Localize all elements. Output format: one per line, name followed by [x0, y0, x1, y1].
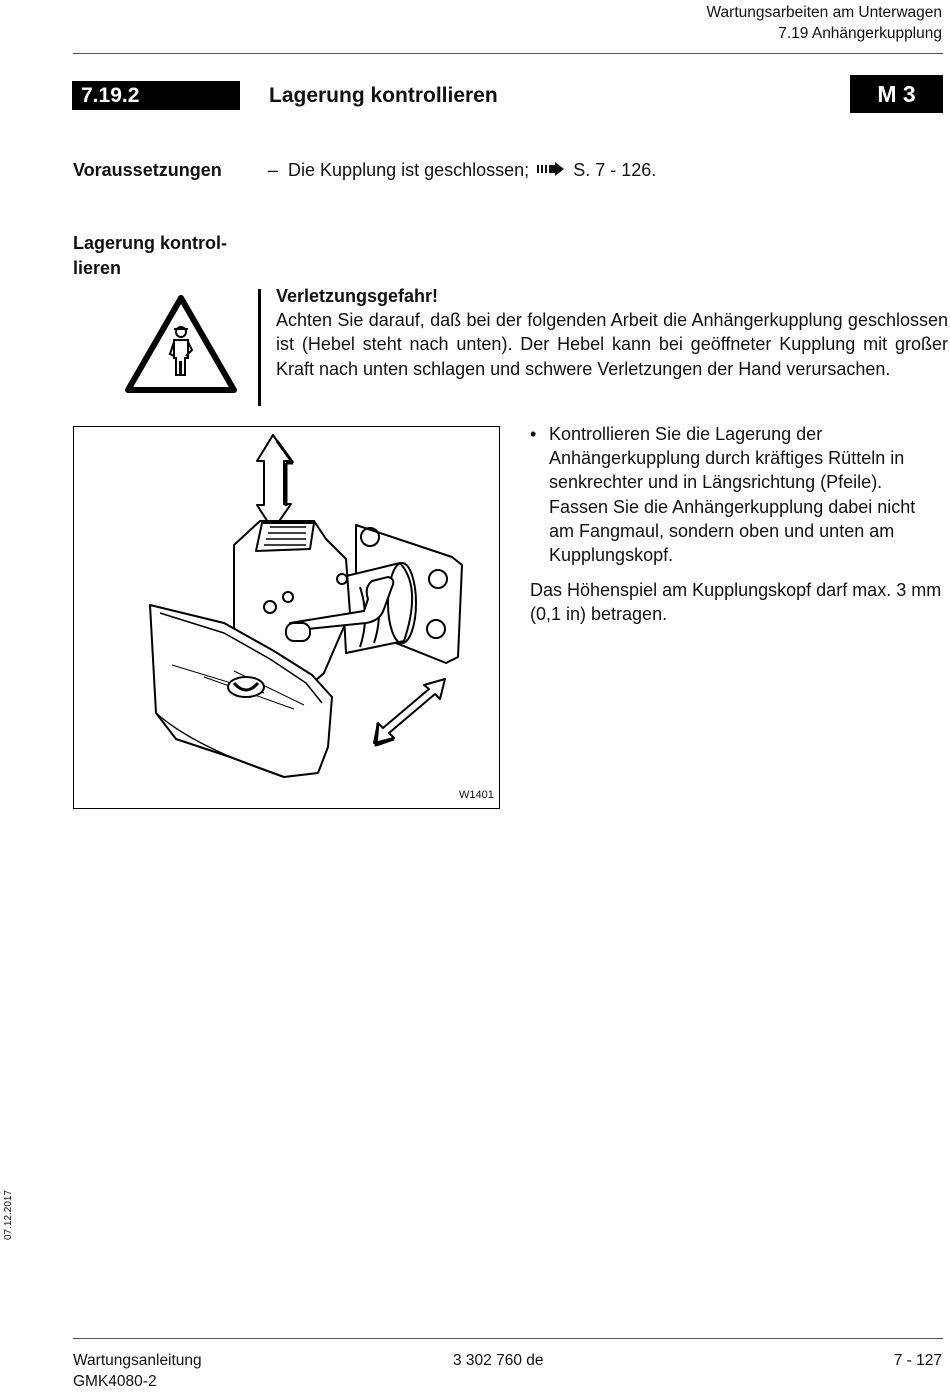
header-chapter: Wartungsarbeiten am Unterwagen	[706, 4, 942, 21]
warning-title: Verletzungsgefahr!	[276, 286, 439, 306]
footer-doc-number: 3 302 760 de	[453, 1352, 544, 1369]
trailer-coupling-illustration-icon	[74, 427, 499, 808]
figure-frame	[73, 426, 500, 809]
reference-arrow-icon	[537, 162, 567, 176]
check-label: Lagerung kontrol- lieren	[73, 233, 227, 278]
footer-manual: Wartungsanleitung GMK4080-2	[73, 1352, 202, 1390]
play-limit-note: Das Höhenspiel am Kupplungskopf darf max. 3 mm (0,1 in) betragen.	[530, 580, 942, 625]
footer-divider	[73, 1338, 943, 1339]
maintenance-badge: M 3	[850, 75, 943, 113]
side-date: 07.12.2017	[3, 1189, 14, 1240]
prerequisites-label: Voraussetzungen	[73, 160, 222, 180]
warning-text: Achten Sie darauf, daß bei der folgenden Arbeit die Anhängerkupplung geschlossen ist (Hebel steht nach unten). Der Hebel kann bei geöffneter Kupplung mit großer Kraft nach unten schlagen und schwere Verletzungen der Hand verursachen.	[276, 310, 948, 379]
prerequisites-text: Die Kupplung ist geschlossen;	[288, 160, 530, 180]
footer-page-number: 7 - 127	[893, 1352, 942, 1369]
header-subchapter: 7.19 Anhängerkupplung	[778, 25, 942, 42]
header-divider	[73, 53, 943, 54]
instruction-text: Kontrollieren Sie die Lagerung der Anhängerkupplung durch kräftiges Rütteln in senkrechter und in Längsrichtung (Pfeile). Fassen Sie die Anhängerkupplung dabei nicht am Fangmaul, sondern oben und unten am Kupplungskopf.	[549, 424, 916, 566]
warning-bar	[258, 289, 261, 406]
prerequisites-item	[268, 158, 656, 182]
bullet-marker: •	[530, 424, 537, 444]
section-title: Lagerung kontrollieren	[269, 84, 498, 107]
dash: –	[268, 160, 279, 180]
figure-id: W1401	[459, 789, 494, 801]
section-number: 7.19.2	[72, 81, 240, 110]
danger-triangle-icon	[124, 294, 238, 394]
prerequisites-reference[interactable]: S. 7 - 126.	[573, 160, 657, 180]
